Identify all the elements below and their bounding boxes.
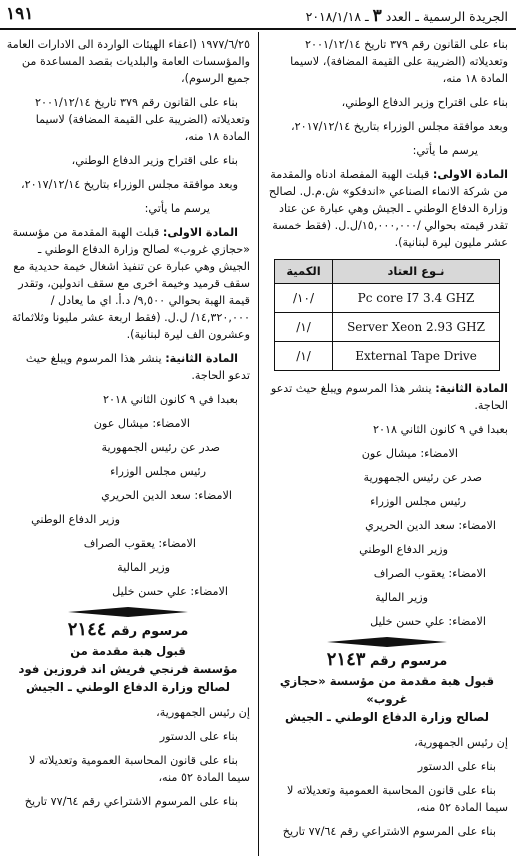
column-divider	[258, 32, 259, 856]
article-2	[266, 380, 508, 414]
page-header	[0, 0, 516, 30]
paragraph: يرسم ما يأتي:	[412, 144, 478, 157]
item-name: External Tape Drive	[333, 342, 500, 371]
decree-heading	[266, 651, 508, 670]
article-1	[266, 166, 508, 251]
article-text: قبلت الهبة المفصلة ادناه والمقدمة من شركة الانماء الصناعي «اندفكو» ش.م.ل. لصالح وزارة الدفاع الوطني ـ الجيش وهي عبارة عن عتاد تقدر قيمته بحوالي /١٥,٠٠٠,٠٠٠/ل.ل. (فقط خمسة عشر مليون ليرة لبنانية).	[268, 168, 508, 249]
signature-defense: الامضاء: يعقوب الصراف	[83, 537, 196, 550]
table-header-row	[275, 260, 500, 284]
paragraph: وبعد موافقة مجلس الوزراء بتاريخ ٢٠١٧/١٢/١٤،	[21, 178, 238, 191]
signature-president: الامضاء: ميشال عون	[361, 447, 458, 460]
paragraph: بناء على قانون المحاسبة العمومية وتعديلاته لا سيما المادة ٥٢ منه،	[286, 784, 508, 814]
left-column	[6, 36, 250, 817]
paragraph: بناء على المرسوم الاشتراعي رقم ٧٧/٦٤ تاريخ	[282, 825, 496, 838]
decree-subject-line: مؤسسة فرنجي فريش اند فروزين فود	[18, 662, 238, 676]
signature-president: الامضاء: ميشال عون	[93, 417, 190, 430]
item-name: Pc core I7 3.4 GHZ	[333, 284, 500, 313]
decree-subject-line: لصالح وزارة الدفاع الوطني ـ الجيش	[25, 680, 231, 694]
finance-minister-title: وزير المالية	[375, 591, 428, 604]
prime-minister-title: رئيس مجلس الوزراء	[110, 465, 206, 478]
item-qty: /١٠/	[275, 284, 333, 313]
decree-subject	[266, 672, 508, 726]
section-ornament	[6, 607, 250, 617]
decree-number: ٢١٤٣	[326, 649, 366, 670]
signature-pm: الامضاء: سعد الدين الحريري	[365, 519, 496, 532]
section-ornament	[266, 637, 508, 647]
article-label: المادة الاولى:	[162, 226, 238, 239]
decree-subject-line: لصالح وزارة الدفاع الوطني ـ الجيش	[284, 710, 490, 724]
table-row	[275, 284, 500, 313]
journal-heading	[306, 6, 508, 26]
defense-minister-title: وزير الدفاع الوطني	[31, 513, 120, 526]
paragraph: بناء على اقتراح وزير الدفاع الوطني،	[341, 96, 508, 109]
paragraph: بناء على قانون المحاسبة العمومية وتعديلاته لا سيما المادة ٥٢ منه،	[28, 754, 250, 784]
date-line: بعبدا في ٩ كانون الثاني ٢٠١٨	[373, 423, 508, 436]
signature-pm: الامضاء: سعد الدين الحريري	[101, 489, 232, 502]
paragraph: إن رئيس الجمهورية،	[414, 736, 508, 749]
item-qty: /١/	[275, 342, 333, 371]
article-label: المادة الاولى:	[432, 168, 508, 181]
decree-subject	[6, 642, 250, 696]
article-2	[6, 350, 250, 384]
article-1	[6, 224, 250, 343]
table-row	[275, 313, 500, 342]
signature-finance: الامضاء: علي حسن خليل	[112, 585, 228, 598]
decree-heading	[6, 621, 250, 640]
paragraph: ١٩٧٧/٦/٢٥ (اعفاء الهيئات الواردة الى الادارات العامة والمؤسسات العامة والبلديات بقصد المساعدة من جميع الرسوم)،	[6, 38, 250, 85]
article-text: قبلت الهبة المقدمة من مؤسسة «حجازي غروب» لصالح وزارة الدفاع الوطني ـ الجيش وهي عبارة عن تنفيذ اشغال خيمة حديدية مع سقف قرميد وخيمة اخرى مع سقف اندولين، وتقدر قيمة الهبة بحوالي ٩,٥٠٠/ د.أ. اي ما يعادل /١٤,٣٢٠,٠٠٠/ ل.ل. (فقط اربعة عشر مليونا وثلاثمائة وعشرون الف ليرة لبنانية).	[11, 226, 250, 341]
column-header-qty: الكمية	[275, 260, 333, 284]
article-text: ينشر هذا المرسوم ويبلغ حيث تدعو الحاجة.	[270, 382, 508, 412]
paragraph: بناء على اقتراح وزير الدفاع الوطني،	[71, 154, 238, 167]
page-number: ١٩١	[6, 4, 34, 24]
issue-number: ٣	[372, 6, 382, 26]
issued-by: صدر عن رئيس الجمهورية	[101, 441, 220, 454]
paragraph: بناء على القانون رقم ٣٧٩ تاريخ ٢٠٠١/١٢/١٤ وتعديلاته (الضريبة على القيمة المضافة) لاسيما المادة ١٨ منه،	[34, 96, 250, 143]
column-header-item: نـوع العتاد	[333, 260, 500, 284]
paragraph: بناء على الدستور	[159, 730, 238, 743]
decree-prefix: مرسوم رقم	[369, 654, 448, 669]
paragraph: بناء على الدستور	[417, 760, 496, 773]
signature-defense: الامضاء: يعقوب الصراف	[373, 567, 486, 580]
issued-by: صدر عن رئيس الجمهورية	[363, 471, 482, 484]
paragraph: بناء على القانون رقم ٣٧٩ تاريخ ٢٠٠١/١٢/١٤ وتعديلاته (الضريبة على القيمة المضافة)، لاسيما المادة ١٨ منه،	[290, 38, 508, 85]
equipment-table	[274, 259, 500, 371]
decree-subject-line: قبول هبة مقدمة من	[70, 644, 186, 658]
defense-minister-title: وزير الدفاع الوطني	[359, 543, 448, 556]
signature-finance: الامضاء: علي حسن خليل	[370, 615, 486, 628]
issue-date: ـ ٢٠١٨/١/١٨	[305, 9, 369, 24]
decree-prefix: مرسوم رقم	[110, 624, 189, 639]
article-label: المادة الثانية:	[435, 382, 508, 395]
finance-minister-title: وزير المالية	[117, 561, 170, 574]
right-column	[266, 36, 508, 847]
journal-title: الجريدة الرسمية ـ العدد	[385, 9, 508, 24]
item-name: Server Xeon 2.93 GHZ	[333, 313, 500, 342]
item-qty: /١/	[275, 313, 333, 342]
paragraph: بناء على المرسوم الاشتراعي رقم ٧٧/٦٤ تاريخ	[24, 795, 238, 808]
date-line: بعبدا في ٩ كانون الثاني ٢٠١٨	[103, 393, 238, 406]
paragraph: وبعد موافقة مجلس الوزراء بتاريخ ٢٠١٧/١٢/١٤،	[291, 120, 508, 133]
article-label: المادة الثانية:	[165, 352, 238, 365]
table-row	[275, 342, 500, 371]
paragraph: إن رئيس الجمهورية،	[156, 706, 250, 719]
paragraph: يرسم ما يأتي:	[144, 202, 210, 215]
decree-number: ٢١٤٤	[67, 619, 107, 640]
article-text: ينشر هذا المرسوم ويبلغ حيث تدعو الحاجة.	[25, 352, 250, 382]
decree-subject-line: قبول هبة مقدمة من مؤسسة «حجازي غروب»	[279, 674, 495, 706]
prime-minister-title: رئيس مجلس الوزراء	[370, 495, 466, 508]
